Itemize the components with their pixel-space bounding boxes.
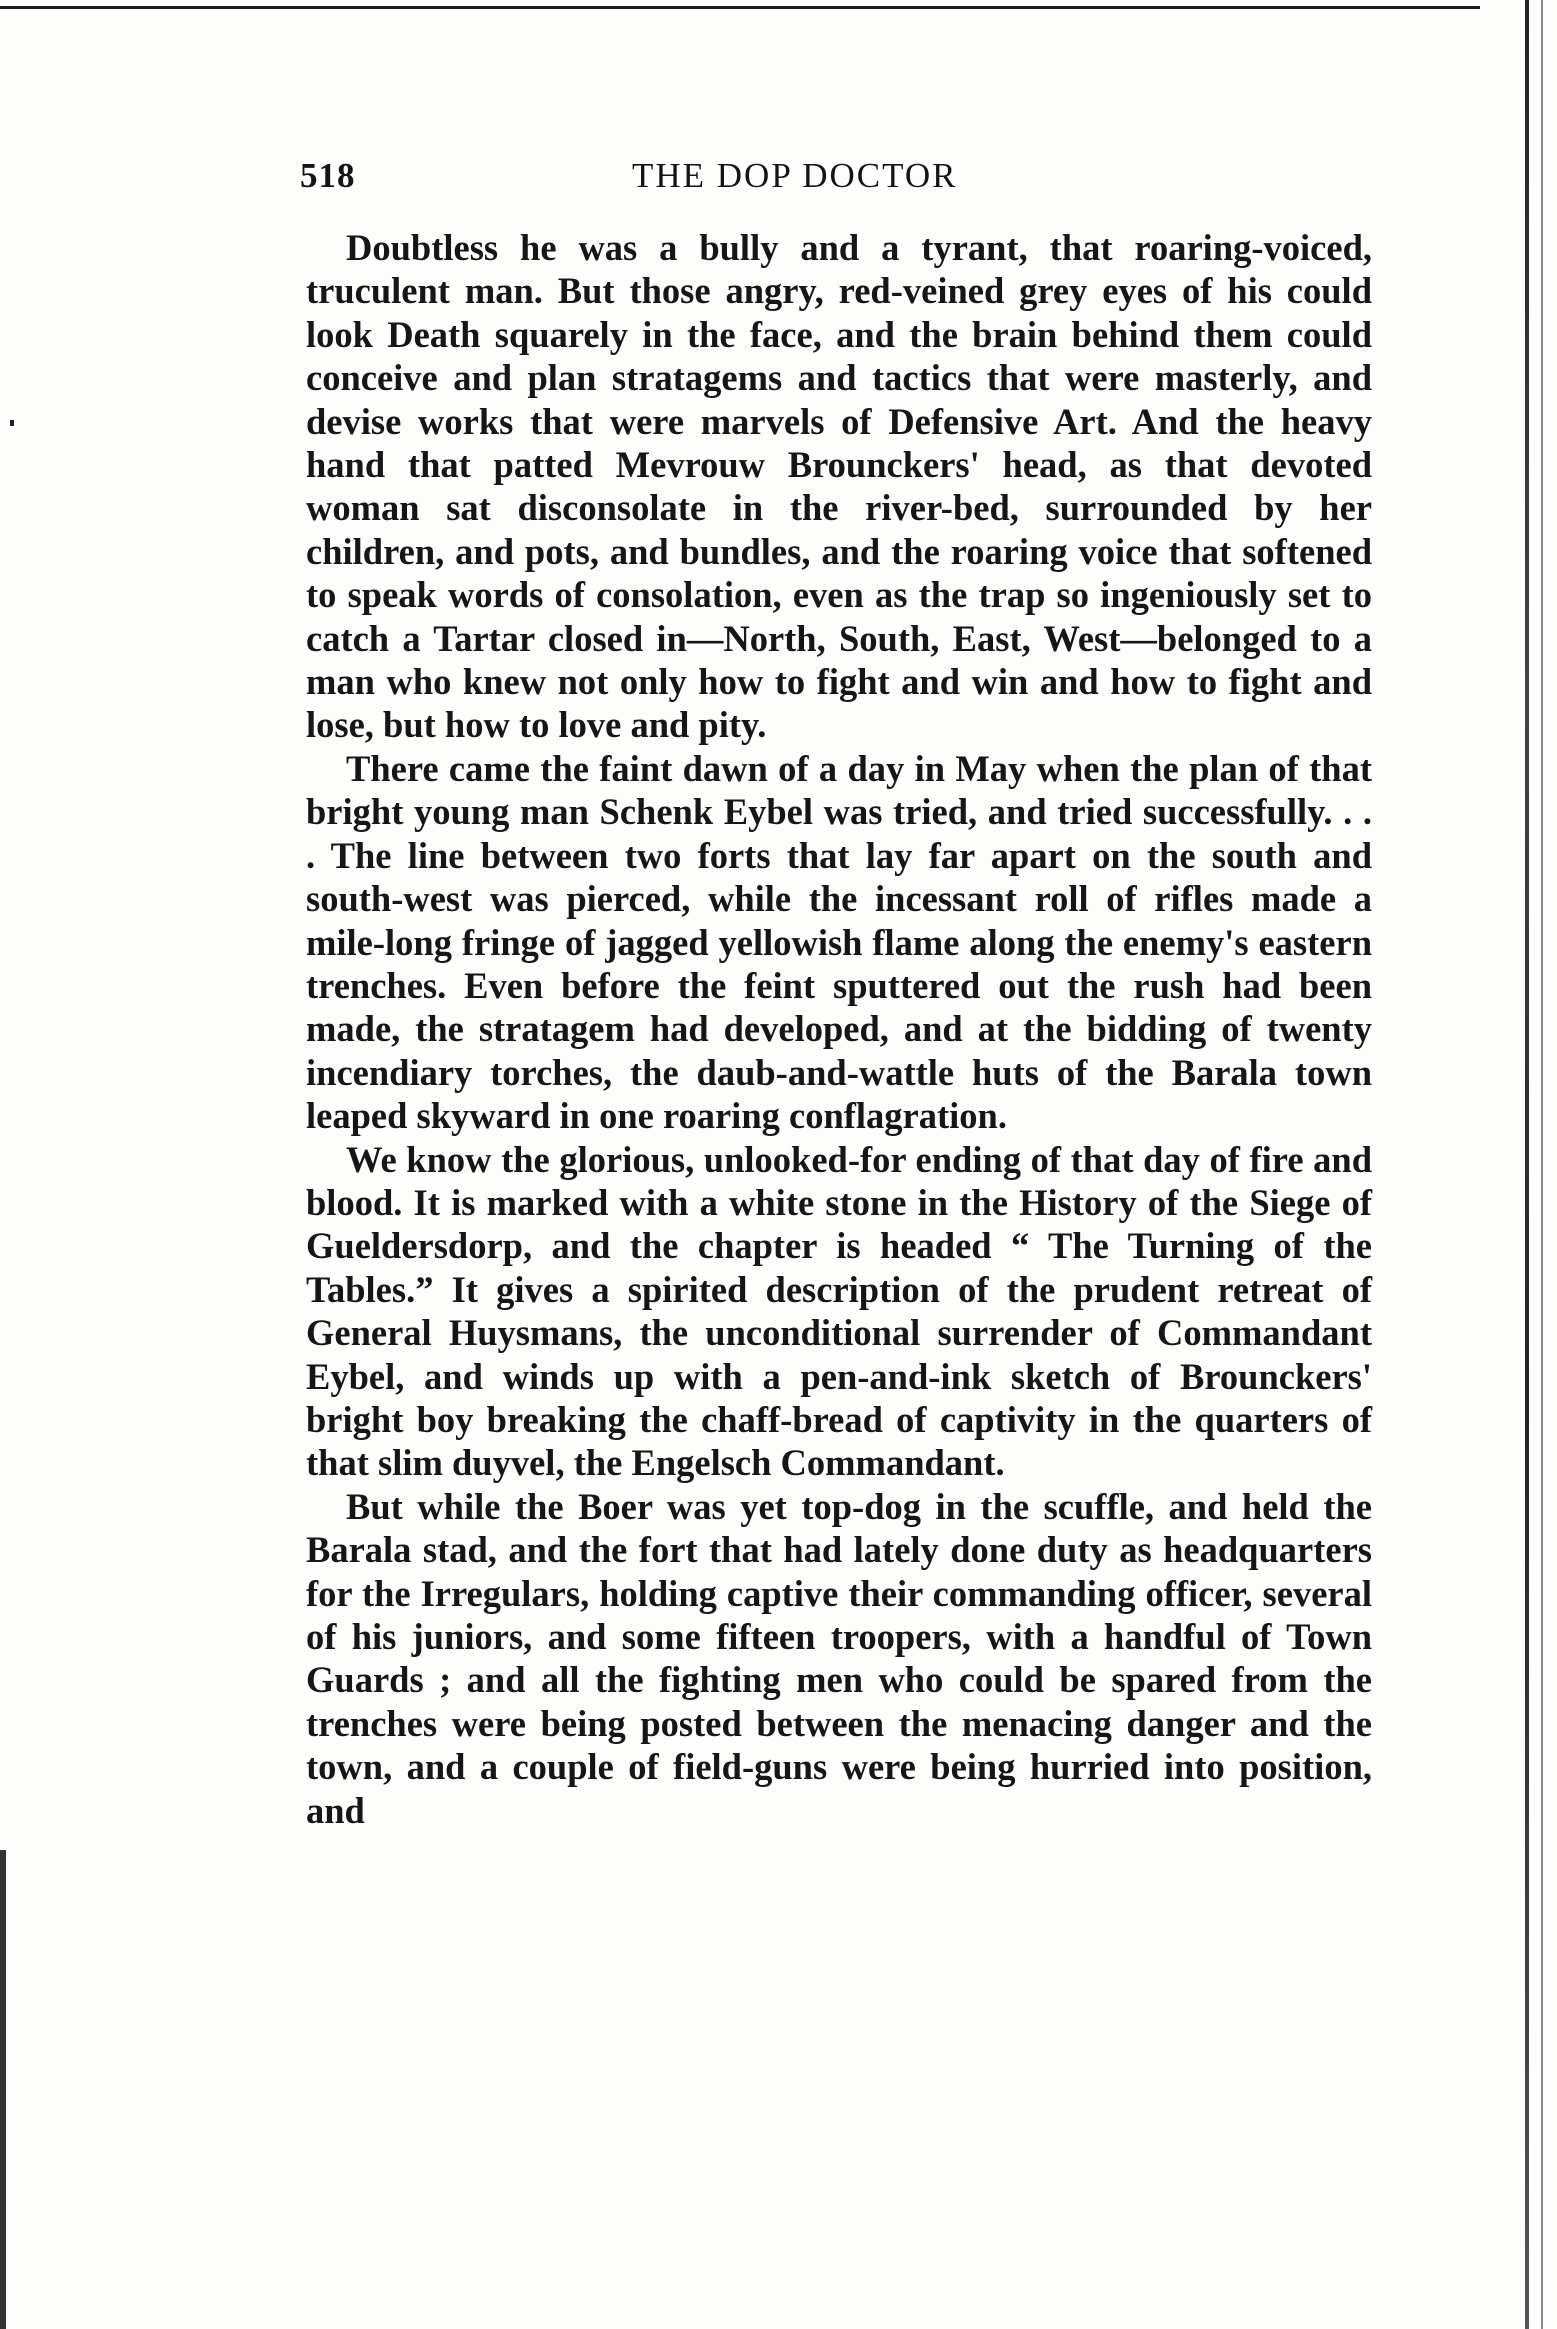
right-scan-edge (1525, 0, 1529, 2329)
body-text (306, 226, 1372, 1832)
top-scan-edge (0, 6, 1480, 9)
page-number: 518 (300, 156, 356, 195)
paragraph-4: But while the Boer was yet top-dog in the scuffle, and held the Barala stad, and the fort that had lately done duty as headquarters for the Irregulars, holding captive their commanding officer, several of his juniors, and some fifteen troopers, with a handful of Town Guards ; and all the fighting men who could be spared from the trenches were being posted between the menacing danger and the town, and a couple of field-guns were being hurried into position, and (306, 1485, 1372, 1831)
paragraph-2: There came the faint dawn of a day in May when the plan of that bright young man Schenk Eybel was tried, and tried successfully. . . . The line between two forts that lay far apart on the south and south-west was pierced, while the incessant roll of rifles made a mile-long fringe of jagged yellowish flame along the enemy's eastern trenches. Even before the feint sputtered out the rush had been made, the stratagem had developed, and at the bidding of twenty incendiary torches, the daub-and-wattle huts of the Barala town leaped skyward in one roaring conflagration. (306, 747, 1372, 1137)
right-scan-edge-inner (1541, 0, 1543, 2329)
page-header (300, 150, 1380, 210)
paragraph-3: We know the glorious, unlooked-for ending of that day of fire and blood. It is marked with a white stone in the History of the Siege of Gueldersdorp, and the chapter is headed “ The Turning of the Tables.” It gives a spirited description of the prudent retreat of General Huysmans, the unconditional surrender of Commandant Eybel, and winds up with a pen-and-ink sketch of Brounckers' bright boy breaking the chaff-bread of captivity in the quarters of that slim duyvel, the Engelsch Commandant. (306, 1138, 1372, 1484)
running-title: THE DOP DOCTOR (632, 156, 958, 195)
left-scan-edge (0, 1850, 6, 2329)
margin-speck (10, 420, 14, 426)
paragraph-1: Doubtless he was a bully and a tyrant, that roaring-voiced, truculent man. But those angry, red-veined grey eyes of his could look Death squarely in the face, and the brain behind them could conceive and plan stratagems and tactics that were masterly, and devise works that were marvels of Defensive Art. And the heavy hand that patted Mevrouw Brounckers' head, as that devoted woman sat disconsolate in the river-bed, surrounded by her children, and pots, and bundles, and the roaring voice that softened to speak words of consolation, even as the trap so ingeniously set to catch a Tartar closed in—North, South, East, West—belonged to a man who knew not only how to fight and win and how to fight and lose, but how to love and pity. (306, 227, 1372, 746)
